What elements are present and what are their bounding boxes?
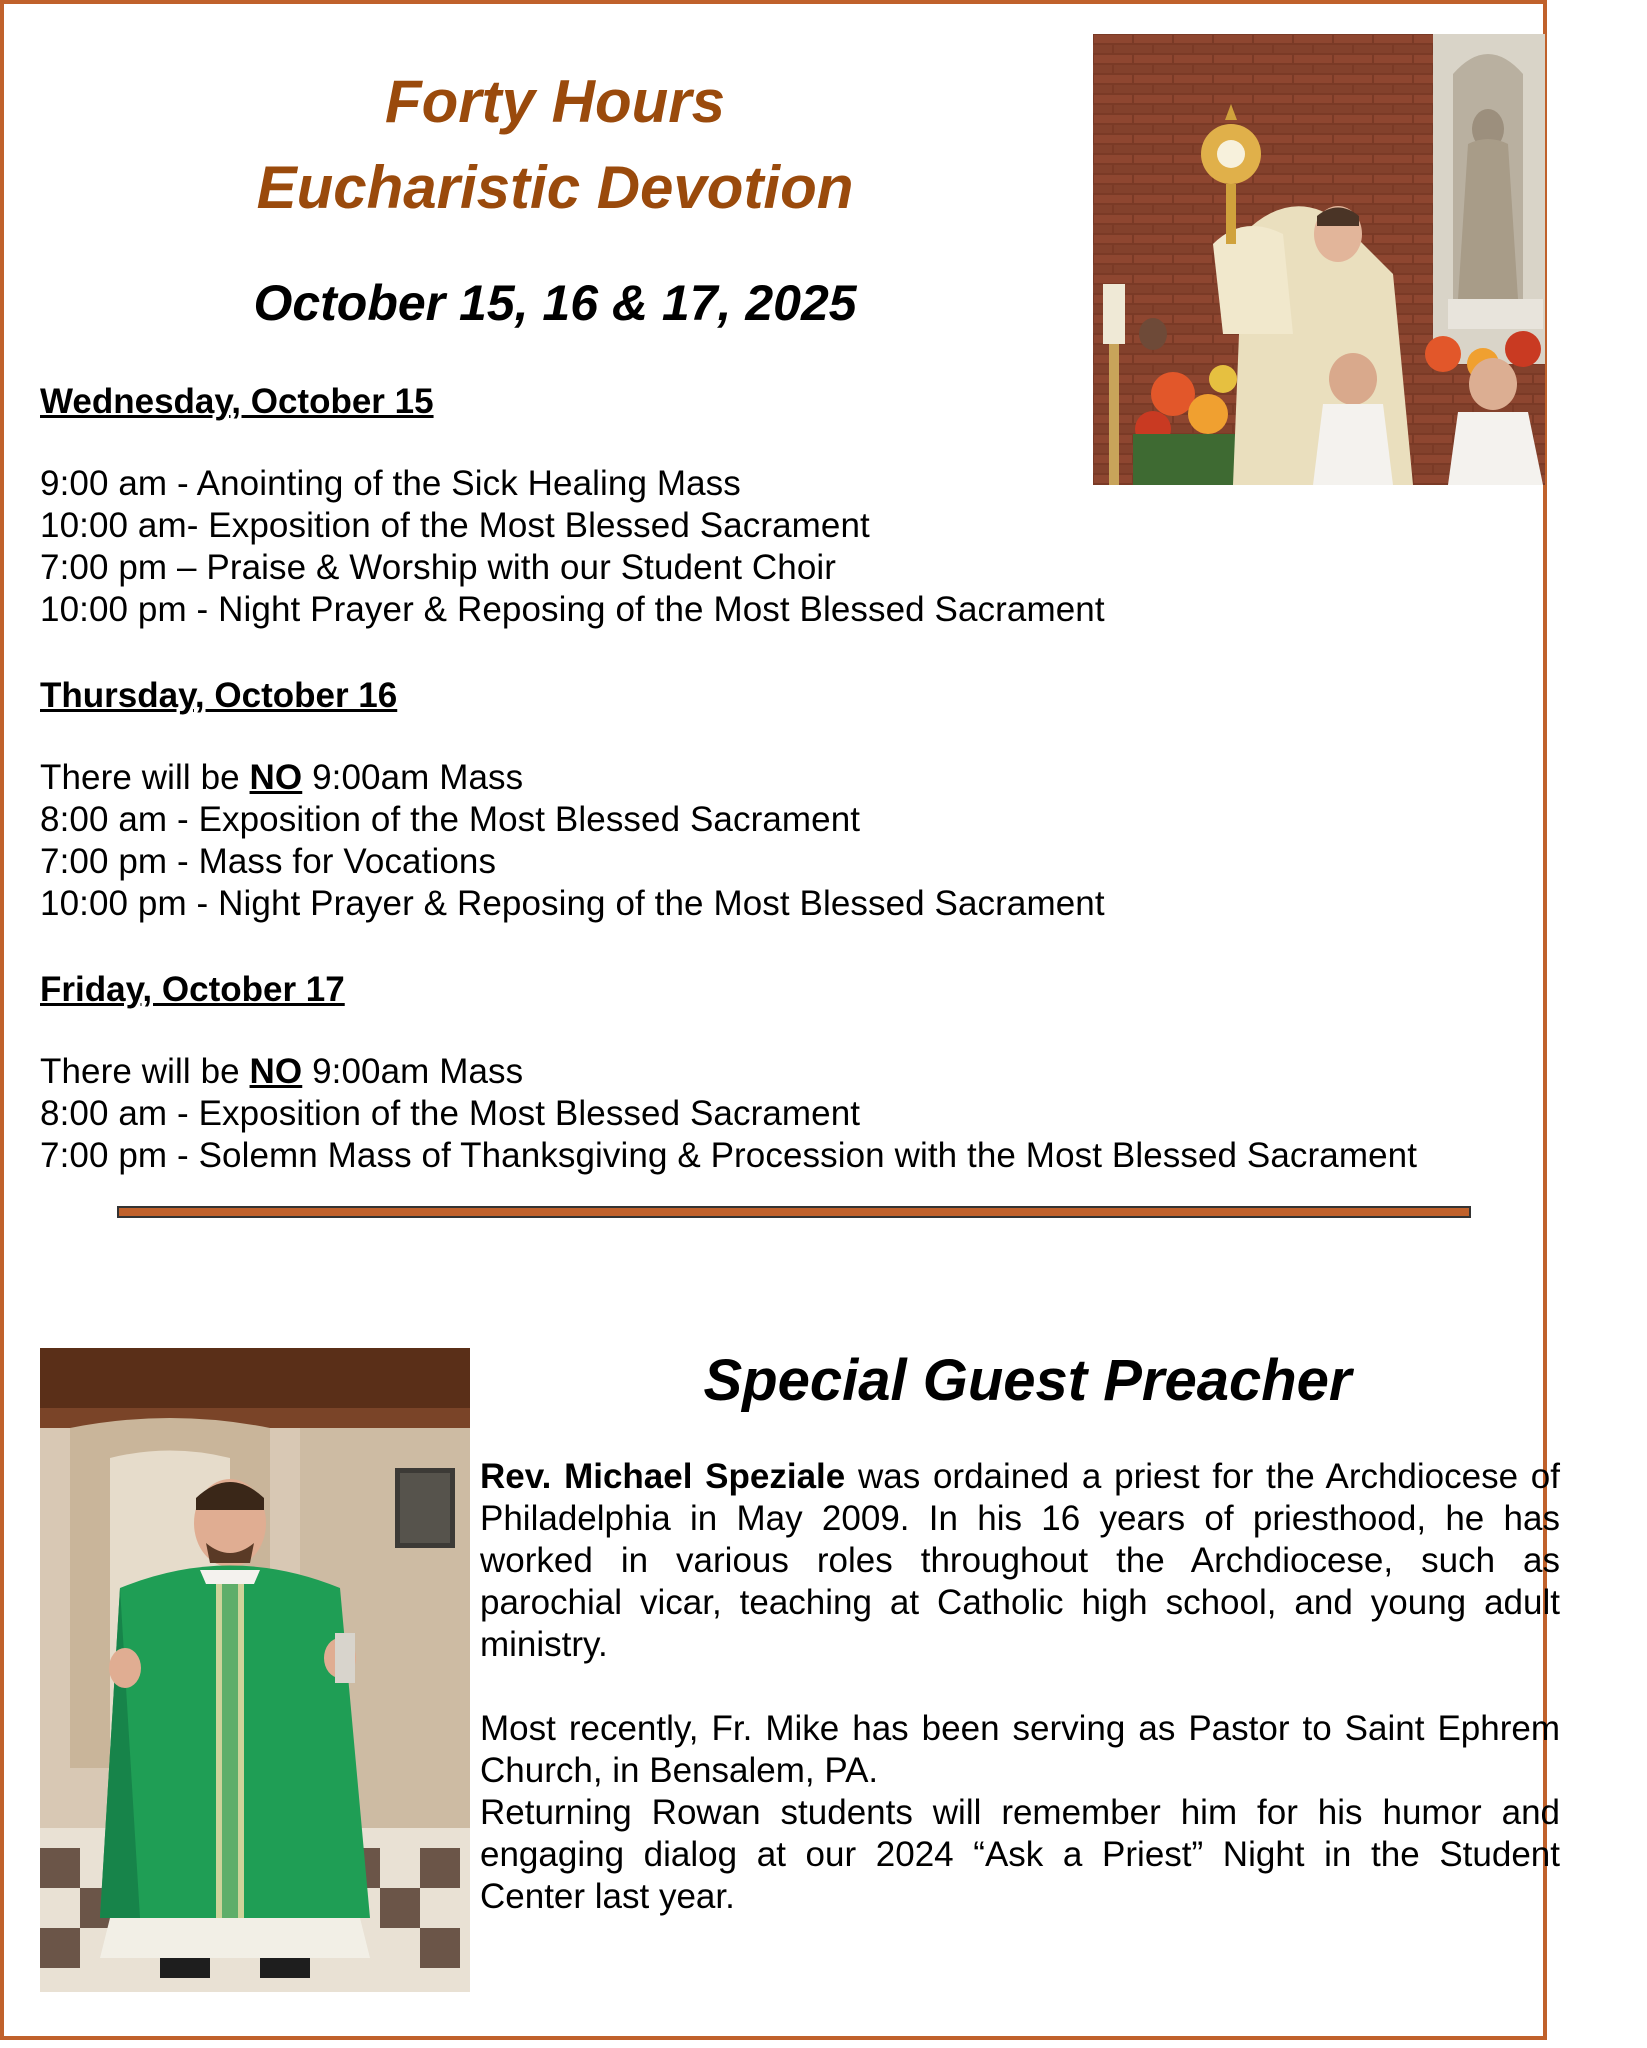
no-emphasis: NO [249,758,303,797]
guest-bio-paragraph: Rev. Michael Speziale was ordained a priest for the Archdiocese of Philadelphia in May 2009. In his 16 years of priesthood, he has worked in various roles throughout the Archdiocese, such as parochial vicar, teaching at Catholic high school, and young adult ministry. [480,1457,1560,1664]
thursday-heading: Thursday, October 16 [40,676,398,715]
section-divider [117,1206,1471,1218]
wednesday-heading: Wednesday, October 15 [40,382,434,421]
wednesday-item: 10:00 pm - Night Prayer & Reposing of the Most Blessed Sacrament [40,590,1105,629]
thursday-item: 8:00 am - Exposition of the Most Blessed Sacrament [40,800,861,839]
event-dates: October 15, 16 & 17, 2025 [253,275,857,331]
wednesday-item: 9:00 am - Anointing of the Sick Healing Mass [40,464,741,503]
guest-preacher-photo [40,1348,470,1992]
guest-preacher-heading: Special Guest Preacher [703,1348,1352,1413]
thursday-item: 7:00 pm - Mass for Vocations [40,842,497,881]
wednesday-item: 7:00 pm – Praise & Worship with our Student Choir [40,548,837,587]
thursday-item: 10:00 pm - Night Prayer & Reposing of the Most Blessed Sacrament [40,884,1105,923]
thursday-no-mass: There will be NO 9:00am Mass [40,758,524,797]
title-line-1: Forty Hours [384,68,726,135]
no-emphasis: NO [249,1052,303,1091]
friday-heading: Friday, October 17 [40,970,345,1009]
title-line-2: Eucharistic Devotion [256,154,854,221]
wednesday-item: 10:00 am- Exposition of the Most Blessed Sacrament [40,506,870,545]
friday-item: 8:00 am - Exposition of the Most Blessed Sacrament [40,1094,861,1133]
guest-name: Rev. Michael Speziale [480,1457,846,1496]
friday-item: 7:00 pm - Solemn Mass of Thanksgiving & Procession with the Most Blessed Sacrament [40,1136,1418,1175]
friday-no-mass: There will be NO 9:00am Mass [40,1052,524,1091]
monstrance-photo [1093,34,1545,485]
guest-bio-paragraph: Most recently, Fr. Mike has been serving as Pastor to Saint Ephrem Church, in Bensalem, PA. Returning Rowan students will remember him for his humor and engaging dialog at our 2024 “Ask a Priest” Night in the Student Center last year. [480,1709,1560,1916]
